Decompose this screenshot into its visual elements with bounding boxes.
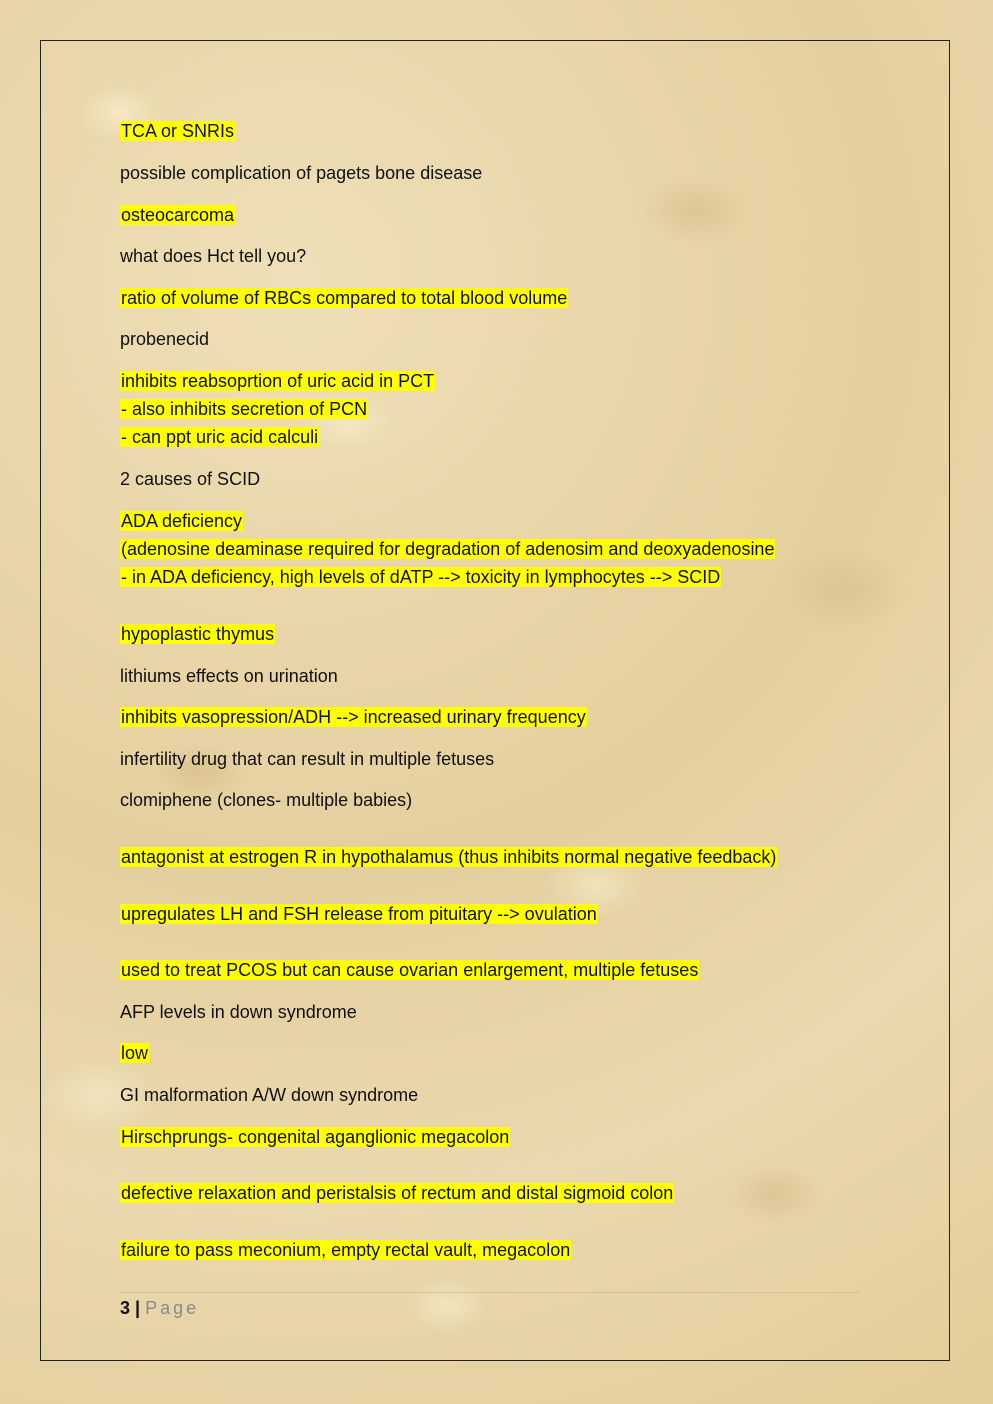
question-text	[120, 159, 482, 187]
page-border	[40, 40, 950, 1361]
question-text	[120, 242, 306, 270]
text-line	[120, 662, 338, 690]
question-text	[120, 1081, 418, 1109]
highlighted-text: antagonist at estrogen R in hypothalamus (thus inhibits normal negative feedback)	[121, 847, 777, 867]
highlighted-text: upregulates LH and FSH release from pituitary --> ovulation	[121, 904, 597, 924]
highlighted-text: - can ppt uric acid calculi	[121, 427, 319, 447]
highlighted-answer	[120, 900, 598, 928]
question-text	[120, 465, 260, 493]
text-line	[120, 563, 775, 591]
highlighted-text: Hirschprungs- congenital aganglionic megacolon	[121, 1127, 510, 1147]
text-line	[120, 284, 568, 312]
highlighted-text: used to treat PCOS but can cause ovarian enlargement, multiple fetuses	[121, 960, 699, 980]
highlighted-text: (adenosine deaminase required for degradation of adenosim and deoxyadenosine	[121, 539, 775, 559]
text-line	[120, 159, 482, 187]
text-line	[120, 998, 357, 1026]
highlighted-answer	[120, 1039, 149, 1067]
highlighted-text: osteocarcoma	[121, 205, 235, 225]
text-line	[120, 843, 777, 871]
highlighted-text: defective relaxation and peristalsis of rectum and distal sigmoid colon	[121, 1183, 674, 1203]
text-line	[120, 395, 435, 423]
page-label: Page	[145, 1298, 200, 1318]
highlighted-text: failure to pass meconium, empty rectal vault, megacolon	[121, 1240, 571, 1260]
plain-text: lithiums effects on urination	[120, 666, 338, 686]
highlighted-text: inhibits vasopression/ADH --> increased urinary frequency	[121, 707, 586, 727]
highlighted-answer	[120, 284, 568, 312]
plain-text: what does Hct tell you?	[120, 246, 307, 266]
plain-text: 2 causes of SCID	[120, 469, 261, 489]
highlighted-answer	[120, 843, 777, 871]
question-text	[120, 786, 412, 814]
highlighted-text: ADA deficiency	[121, 511, 243, 531]
text-line	[120, 745, 494, 773]
highlighted-text: hypoplastic thymus	[121, 624, 275, 644]
highlighted-text: low	[121, 1043, 149, 1063]
highlighted-text: inhibits reabsoprtion of uric acid in PCT	[121, 371, 435, 391]
highlighted-answer	[120, 620, 275, 648]
highlighted-answer	[120, 367, 435, 451]
text-line	[120, 1081, 418, 1109]
text-line	[120, 325, 209, 353]
text-line	[120, 1123, 510, 1151]
question-text	[120, 745, 494, 773]
text-line	[120, 423, 435, 451]
highlighted-text: TCA or SNRIs	[121, 121, 235, 141]
page-footer	[120, 1295, 199, 1321]
footer-divider	[120, 1292, 860, 1293]
question-text	[120, 325, 209, 353]
text-line	[120, 620, 275, 648]
plain-text: clomiphene (clones- multiple babies)	[120, 790, 413, 810]
text-line	[120, 535, 775, 563]
question-text	[120, 998, 357, 1026]
plain-text: GI malformation A/W down syndrome	[120, 1085, 419, 1105]
highlighted-answer	[120, 201, 235, 229]
text-line	[120, 1236, 571, 1264]
text-line	[120, 465, 260, 493]
highlighted-answer	[120, 117, 235, 145]
highlighted-answer	[120, 956, 699, 984]
text-line	[120, 786, 412, 814]
page-number: 3	[120, 1298, 131, 1318]
highlighted-text: - in ADA deficiency, high levels of dATP --> toxicity in lymphocytes --> SCID	[121, 567, 721, 587]
question-text	[120, 662, 338, 690]
text-line	[120, 201, 235, 229]
text-line	[120, 117, 235, 145]
highlighted-text: ratio of volume of RBCs compared to total blood volume	[121, 288, 568, 308]
text-line	[120, 1179, 674, 1207]
highlighted-answer	[120, 1236, 571, 1264]
highlighted-answer	[120, 1179, 674, 1207]
text-line	[120, 703, 587, 731]
text-line	[120, 900, 598, 928]
highlighted-answer	[120, 703, 587, 731]
text-line	[120, 367, 435, 395]
highlighted-answer	[120, 1123, 510, 1151]
text-line	[120, 956, 699, 984]
highlighted-answer	[120, 507, 775, 591]
text-line	[120, 1039, 149, 1067]
text-line	[120, 242, 306, 270]
footer-separator: |	[135, 1298, 141, 1318]
plain-text: possible complication of pagets bone disease	[120, 163, 483, 183]
plain-text: infertility drug that can result in multiple fetuses	[120, 749, 495, 769]
highlighted-text: - also inhibits secretion of PCN	[121, 399, 368, 419]
plain-text: AFP levels in down syndrome	[120, 1002, 357, 1022]
plain-text: probenecid	[120, 329, 210, 349]
text-line	[120, 507, 775, 535]
